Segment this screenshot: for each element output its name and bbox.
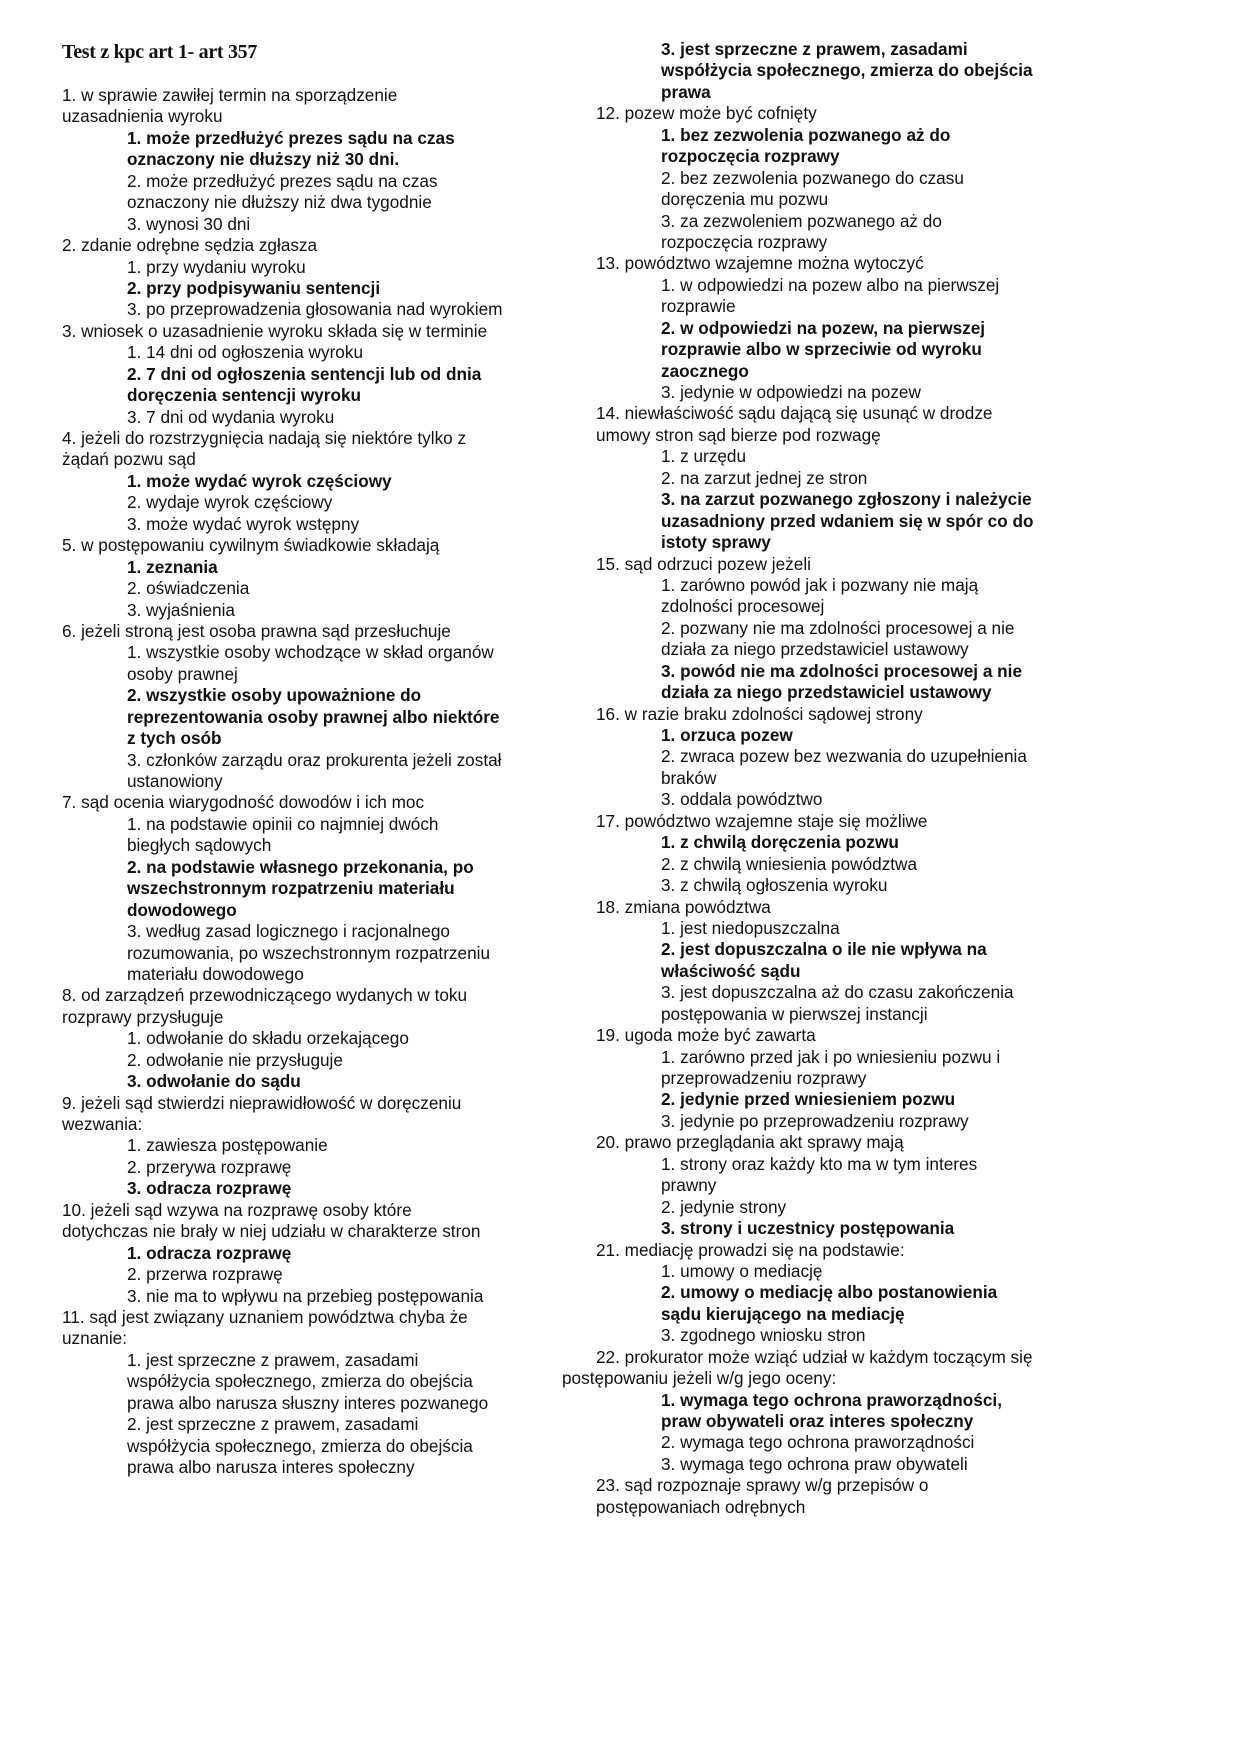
question-4: 4. jeżeli do rozstrzygnięcia nadają się niektóre tylko z żądań pozwu sąd — [62, 428, 467, 470]
answer-option-correct: 2. jest dopuszczalna o ile nie wpływa na właściwość sądu — [661, 939, 987, 981]
question-20: 20. prawo przeglądania akt sprawy mają — [596, 1132, 904, 1153]
answer-option: 1. 14 dni od ogłoszenia wyroku — [127, 342, 364, 363]
answer-option: 2. na zarzut jednej ze stron — [661, 467, 868, 488]
question-11: 11. sąd jest związany uznaniem powództwa chyba że uznanie: — [62, 1306, 468, 1349]
question-10: 10. jeżeli sąd wzywa na rozprawę osoby które dotychczas nie brały w niej udziału w charakterze stron — [62, 1199, 481, 1242]
question-23: 23. sąd rozpoznaje sprawy w/g przepisów o postępowaniach odrębnych — [596, 1475, 929, 1517]
answer-option-correct: 2. na podstawie własnego przekonania, po wszechstronnym rozpatrzeniu materiału dowodowego — [127, 856, 474, 920]
answer-option: 1. na podstawie opinii co najmniej dwóch biegłych sądowych — [127, 813, 439, 856]
answer-option: 3. za zezwoleniem pozwanego aż do rozpoczęcia rozprawy — [661, 210, 942, 252]
answer-option: 2. oświadczenia — [127, 578, 250, 599]
question-19: 19. ugoda może być zawarta — [596, 1025, 816, 1046]
answer-option-correct: 2. wszystkie osoby upoważnione do reprezentowania osoby prawnej albo niektóre z tych osób — [127, 685, 500, 749]
answer-option-correct: 2. przy podpisywaniu sentencji — [127, 277, 381, 298]
answer-option: 3. wynosi 30 dni — [127, 213, 251, 234]
answer-option: 1. jest sprzeczne z prawem, zasadami współżycia społecznego, zmierza do obejścia prawa albo narusza słuszny interes pozwanego — [127, 1349, 489, 1413]
answer-option-correct: 3. odwołanie do sądu — [127, 1071, 301, 1092]
answer-option: 2. odwołanie nie przysługuje — [127, 1049, 343, 1070]
answer-option: 2. zwraca pozew bez wezwania do uzupełnienia braków — [661, 746, 1027, 788]
answer-option-correct: 3. jest sprzeczne z prawem, zasadami współżycia społecznego, zmierza do obejścia prawa — [661, 39, 1033, 102]
answer-option-correct: 3. strony i uczestnicy postępowania — [661, 1218, 955, 1239]
question-15: 15. sąd odrzuci pozew jeżeli — [596, 553, 811, 574]
question-7: 7. sąd ocenia wiarygodność dowodów i ich moc — [62, 792, 425, 813]
answer-option-correct: 1. z chwilą doręczenia pozwu — [661, 832, 899, 853]
answer-option: 1. zawiesza postępowanie — [127, 1135, 328, 1156]
answer-option: 3. oddala powództwo — [661, 789, 823, 810]
question-22: 22. prokurator może wziąć udział w każdym toczącym się postępowaniu jeżeli w/g jego oceny: — [562, 1346, 1033, 1389]
answer-option: 1. przy wydaniu wyroku — [127, 256, 306, 277]
answer-option: 2. przerwa rozprawę — [127, 1264, 283, 1285]
answer-option: 2. jedynie strony — [661, 1196, 787, 1217]
answer-option: 3. jedynie po przeprowadzeniu rozprawy — [661, 1110, 969, 1131]
answer-option: 1. odwołanie do składu orzekającego — [127, 1028, 409, 1049]
answer-option-correct: 2. umowy o mediację albo postanowienia sądu kierującego na mediację — [661, 1282, 998, 1324]
answer-option: 3. nie ma to wpływu na przebieg postępowania — [127, 1285, 484, 1306]
answer-option: 2. jest sprzeczne z prawem, zasadami współżycia społecznego, zmierza do obejścia prawa albo narusza interes społeczny — [127, 1414, 473, 1477]
question-1: 1. w sprawie zawiłej termin na sporządzenie uzasadnienia wyroku — [62, 85, 398, 127]
answer-option: 1. strony oraz każdy kto ma w tym interes prawny — [661, 1153, 978, 1196]
question-2: 2. zdanie odrębne sędzia zgłasza — [62, 235, 318, 256]
question-9: 9. jeżeli sąd stwierdzi nieprawidłowość w doręczeniu wezwania: — [62, 1092, 462, 1134]
answer-option-correct: 3. powód nie ma zdolności procesowej a nie działa za niego przedstawiciel ustawowy — [661, 660, 1023, 703]
answer-option: 2. z chwilą wniesienia powództwa — [661, 853, 918, 874]
answer-option-correct: 1. orzuca pozew — [661, 725, 793, 745]
answer-option-correct: 1. wymaga tego ochrona praworządności, praw obywateli oraz interes społeczny — [661, 1389, 1002, 1431]
answer-option-correct: 1. bez zezwolenia pozwanego aż do rozpoczęcia rozprawy — [661, 124, 951, 167]
answer-option: 1. jest niedopuszczalna — [661, 917, 840, 938]
question-8: 8. od zarządzeń przewodniczącego wydanych w toku rozprawy przysługuje — [62, 985, 468, 1027]
answer-option-correct: 3. na zarzut pozwanego zgłoszony i należycie uzasadniony przed wdaniem się w spór co do istoty sprawy — [661, 489, 1034, 553]
document-title: Test z kpc art 1- art 357 — [62, 41, 258, 63]
answer-option-correct: 2. 7 dni od ogłoszenia sentencji lub od dnia doręczenia sentencji wyroku — [127, 363, 482, 406]
answer-option-correct: 1. odracza rozprawę — [127, 1242, 292, 1263]
right-column — [562, 39, 1156, 1518]
question-13: 13. powództwo wzajemne można wytoczyć — [596, 253, 924, 274]
question-5: 5. w postępowaniu cywilnym świadkowie składają — [62, 535, 440, 556]
answer-option: 1. z urzędu — [661, 446, 747, 467]
answer-option: 2. pozwany nie ma zdolności procesowej a nie działa za niego przedstawiciel ustawowy — [661, 617, 1015, 660]
answer-option: 2. przerywa rozprawę — [127, 1156, 292, 1177]
question-12: 12. pozew może być cofnięty — [596, 103, 817, 124]
answer-option: 2. wymaga tego ochrona praworządności — [661, 1432, 975, 1453]
answer-option: 1. zarówno przed jak i po wniesieniu pozwu i przeprowadzeniu rozprawy — [661, 1046, 1001, 1088]
answer-option: 1. w odpowiedzi na pozew albo na pierwszej rozprawie — [661, 274, 1000, 317]
answer-option: 3. zgodnego wniosku stron — [661, 1325, 866, 1346]
answer-option: 1. wszystkie osoby wchodzące w skład organów osoby prawnej — [127, 642, 494, 684]
answer-option: 2. bez zezwolenia pozwanego do czasu doręczenia mu pozwu — [661, 167, 964, 210]
answer-option: 3. 7 dni od wydania wyroku — [127, 406, 335, 427]
answer-option: 3. wyjaśnienia — [127, 599, 235, 620]
answer-option: 3. jedynie w odpowiedzi na pozew — [661, 382, 921, 402]
answer-option-correct: 2. jedynie przed wniesieniem pozwu — [661, 1089, 956, 1110]
answer-option: 1. umowy o mediację — [661, 1260, 823, 1281]
question-21: 21. mediację prowadzi się na podstawie: — [596, 1239, 905, 1260]
answer-option-correct: 1. zeznania — [127, 556, 218, 577]
question-6: 6. jeżeli stroną jest osoba prawna sąd przesłuchuje — [62, 620, 451, 641]
question-18: 18. zmiana powództwa — [596, 896, 771, 917]
answer-option: 2. wydaje wyrok częściowy — [127, 492, 333, 513]
answer-option-correct: 2. w odpowiedzi na pozew, na pierwszej rozprawie albo w sprzeciwie od wyroku zaocznego — [661, 317, 986, 381]
answer-option: 3. według zasad logicznego i racjonalnego rozumowania, po wszechstronnym rozpatrzeniu materiału dowodowego — [127, 921, 491, 984]
answer-option: 3. po przeprowadzenia głosowania nad wyrokiem — [127, 299, 503, 320]
answer-option: 3. członków zarządu oraz prokurenta jeżeli został ustanowiony — [127, 749, 502, 791]
answer-option-correct: 1. może przedłużyć prezes sądu na czas oznaczony nie dłuższy niż 30 dni. — [127, 127, 455, 170]
answer-option: 3. z chwilą ogłoszenia wyroku — [661, 875, 888, 896]
question-16: 16. w razie braku zdolności sądowej strony — [596, 703, 923, 724]
question-3: 3. wniosek o uzasadnienie wyroku składa się w terminie — [62, 320, 488, 341]
answer-option-correct: 3. odracza rozprawę — [127, 1178, 292, 1199]
answer-option: 2. może przedłużyć prezes sądu na czas oznaczony nie dłuższy niż dwa tygodnie — [127, 170, 438, 213]
question-17: 17. powództwo wzajemne staje się możliwe — [596, 810, 928, 831]
answer-option: 3. jest dopuszczalna aż do czasu zakończenia postępowania w pierwszej instancji — [661, 982, 1014, 1024]
left-column — [62, 85, 582, 1478]
answer-option-correct: 1. może wydać wyrok częściowy — [127, 470, 392, 491]
question-14: 14. niewłaściwość sądu dającą się usunąć w drodze umowy stron sąd bierze pod rozwagę — [596, 403, 993, 445]
answer-option: 1. zarówno powód jak i pozwany nie mają zdolności procesowej — [661, 574, 979, 617]
answer-option: 3. może wydać wyrok wstępny — [127, 513, 360, 534]
answer-option: 3. wymaga tego ochrona praw obywateli — [661, 1453, 968, 1474]
